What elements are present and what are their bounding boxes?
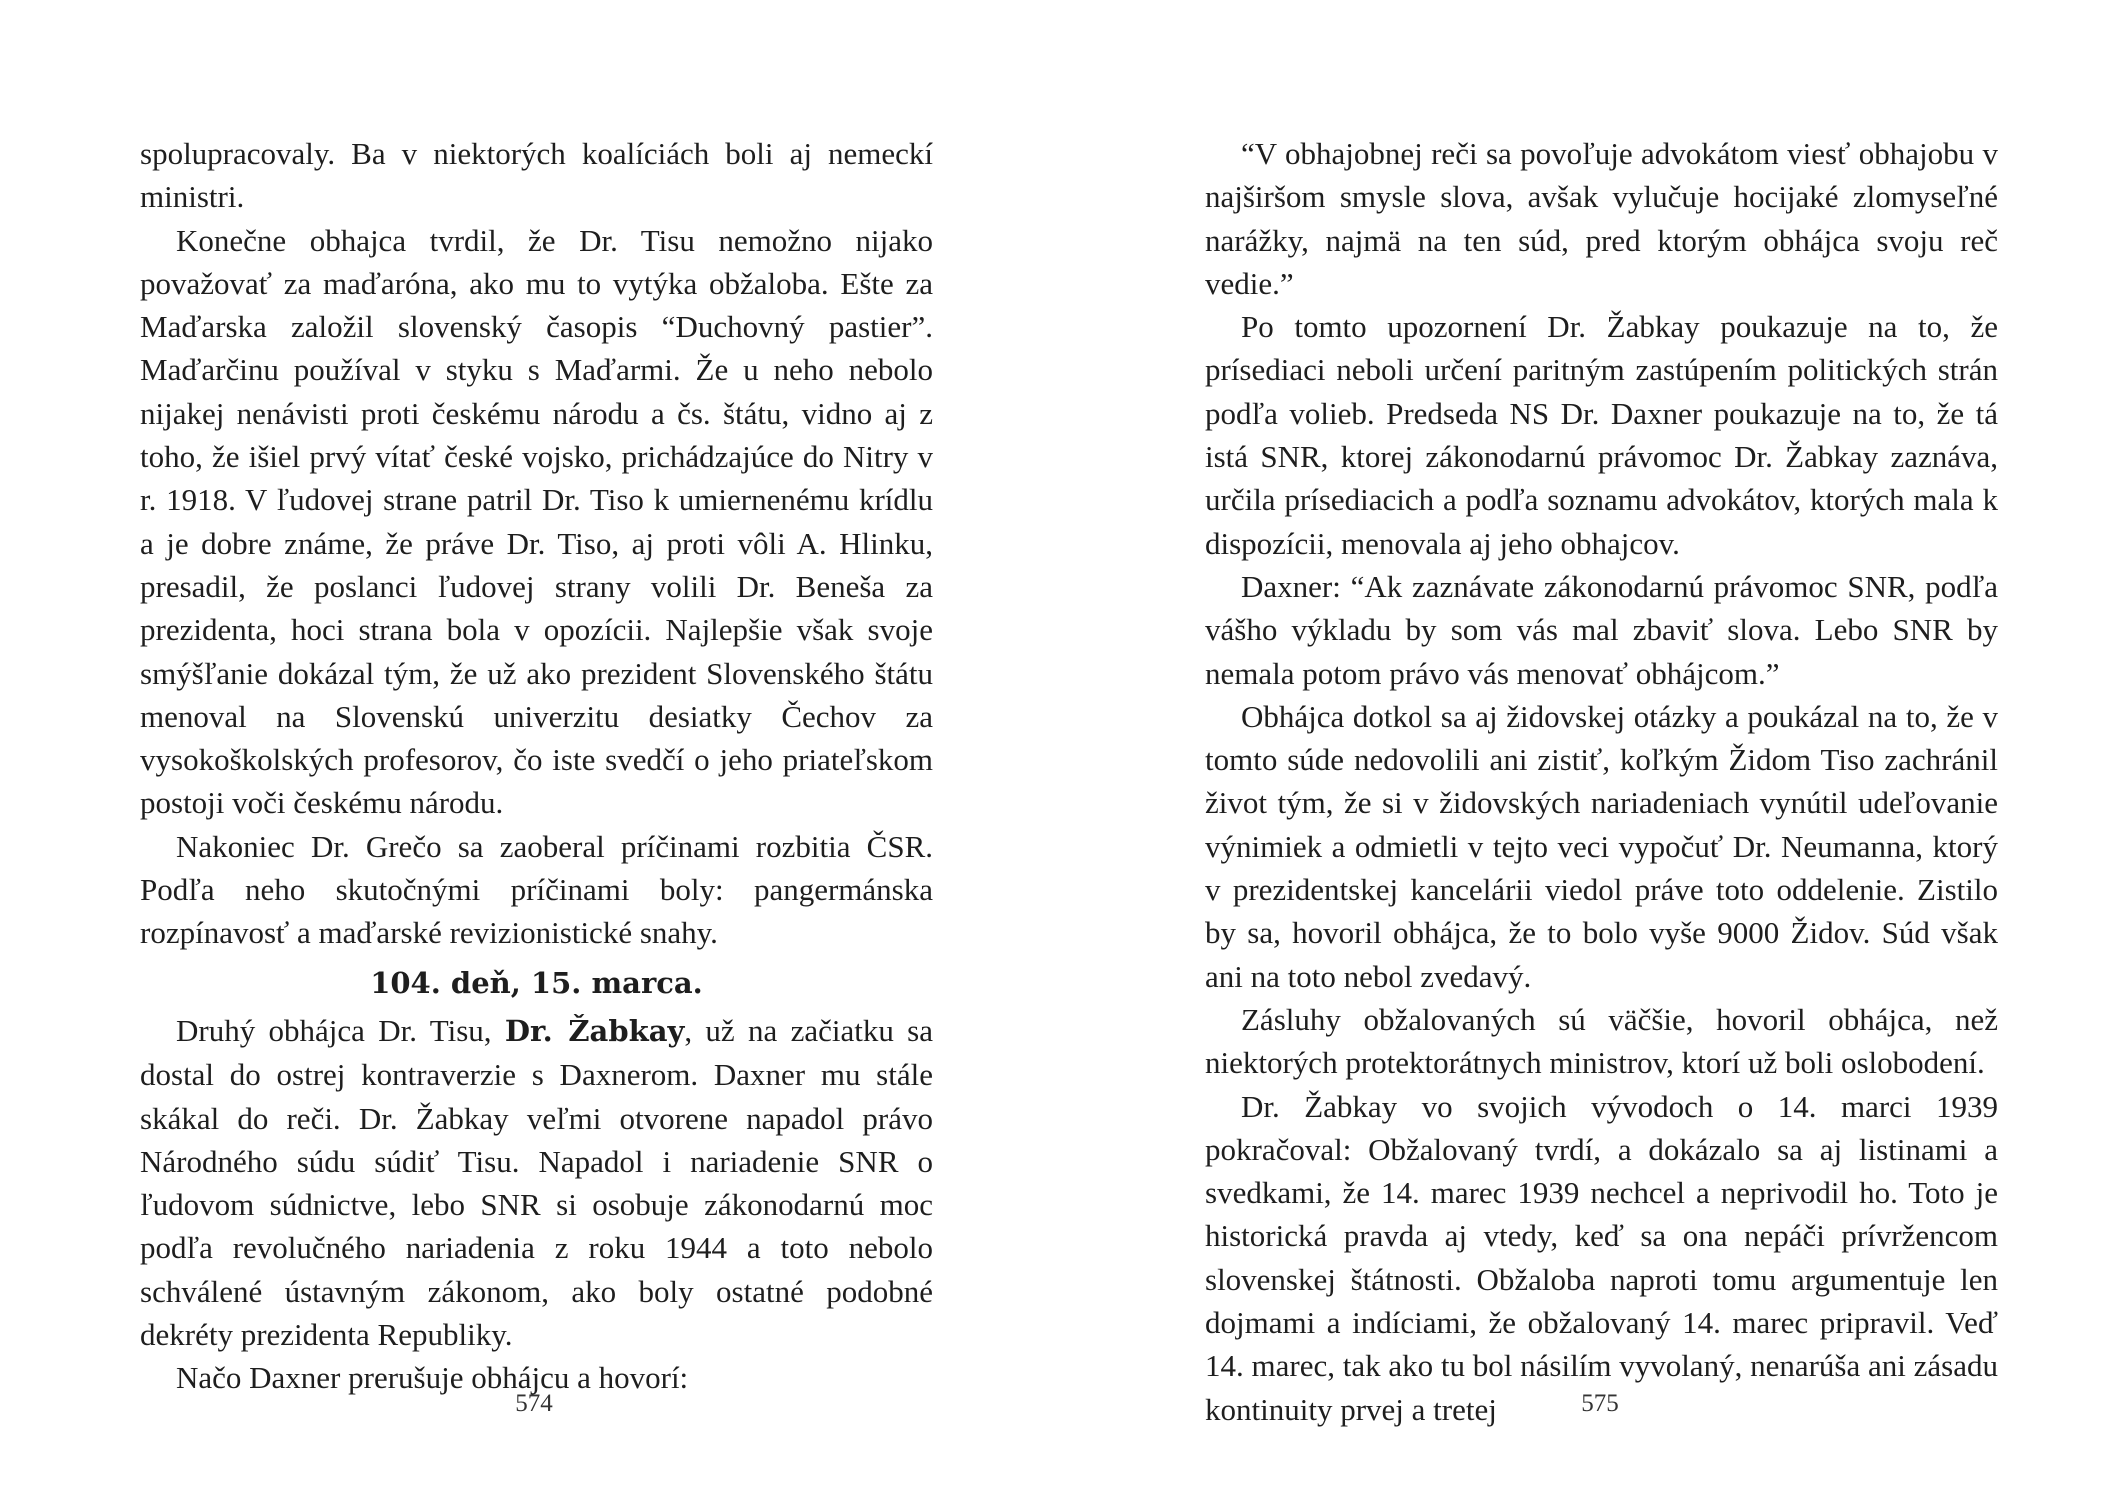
paragraph: spolupracovaly. Ba v niektorých koalíciách boli aj nemeckí ministri. bbox=[140, 136, 933, 215]
paragraph: Daxner: “Ak zaznávate zákonodarnú právomoc SNR, podľa vášho výkladu by som vás mal zbaviť slova. Lebo SNR by nemala potom právo vás menovať obhájcom.” bbox=[1205, 568, 1998, 691]
section-heading bbox=[140, 962, 933, 1005]
paragraph: Obhájca dotkol sa aj židovskej otázky a poukázal na to, že v tomto súde nedovolili ani zistiť, koľkým Židom Tiso zachránil život tým, že si v židovských nariadeniach vynútil udeľovanie výnimiek a odmietli v tejto veci vypočuť Dr. Neumanna, ktorý v prezidentskej kancelárii viedol práve toto oddelenie. Zistilo by sa, hovoril obhájca, že to bolo vyše 9000 Židov. Súd však ani na toto nebol zvedavý. bbox=[1205, 698, 1998, 994]
left-page bbox=[140, 132, 933, 1400]
paragraph: Nakoniec Dr. Grečo sa zaoberal príčinami rozbitia ČSR. Podľa neho skutočnými príčinami boly: pangermánska rozpínavosť a maďarské revizionistické snahy. bbox=[140, 828, 933, 951]
page-number-right: 575 bbox=[1581, 1390, 1619, 1417]
paragraph: Po tomto upozornení Dr. Žabkay poukazuje na to, že prísediaci neboli určení paritným zastúpením politických strán podľa volieb. Predseda NS Dr. Daxner poukazuje na to, že tá istá SNR, ktorej zákonodarnú právomoc Dr. Žabkay zaznáva, určila prísediacich a podľa soznamu advokátov, ktorých mala k dispozícii, menovala aj jeho obhajcov. bbox=[1205, 309, 1998, 561]
paragraph: Dr. Žabkay vo svojich vývodoch o 14. marci 1939 pokračoval: Obžalovaný tvrdí, a dokázalo sa aj listinami a svedkami, že 14. marec 1939 nechcel a neprivodil ho. Toto je historická pravda aj vtedy, keď sa ona nepáči prívržencom slovenskej štátnosti. Obžaloba naproti tomu argumentuje len dojmami a indíciami, že obžalovaný 14. marec pripravil. Veď 14. marec, tak ako tu bol násilím vyvolaný, nenarúša ani zásadu kontinuity prvej a tretej bbox=[1205, 1088, 1998, 1427]
paragraph-text: , už na začiatku sa dostal do ostrej kontraverzie s Daxnerom. Daxner mu stále skákal do reči. Dr. Žabkay veľmi otvorene napadol právo Národného súdu súdiť Tisu. Napadol i nariadenie SNR o ľudovom súdnictve, lebo SNR si osobuje zákonodarnú moc podľa revolučného nariadenia z roku 1944 a toto nebolo schválené ústavným zákonom, ako boly ostatné podobné dekréty prezidenta Republiky. bbox=[140, 1012, 933, 1353]
paragraph: Načo Daxner prerušuje obhájcu a hovorí: bbox=[176, 1360, 689, 1396]
paragraph: Zásluhy obžalovaných sú väčšie, hovoril obhájca, než niektorých protektorátnych ministrov, ktorí už boli oslobodení. bbox=[1205, 1001, 1998, 1081]
paragraph-text: Druhý obhájca Dr. Tisu, bbox=[176, 1012, 505, 1048]
section-heading-text: 104. deň, 15. marca. bbox=[370, 965, 703, 1000]
paragraph bbox=[140, 1009, 933, 1356]
right-page bbox=[1205, 132, 1998, 1431]
page-number-left: 574 bbox=[515, 1390, 553, 1417]
defender-name: Dr. Žabkay bbox=[504, 1013, 685, 1048]
quote-paragraph: “V obhajobnej reči sa povoľuje advokátom viesť obhajobu v najširšom smysle slova, avšak vylučuje hocijaké zlomyseľné narážky, najmä na ten súd, pred ktorým obhájca svoju reč vedie.” bbox=[1205, 136, 1998, 301]
paragraph: Konečne obhajca tvrdil, že Dr. Tisu nemožno nijako považovať za maďaróna, ako mu to vytýka obžaloba. Ešte za Maďarska založil slovenský časopis “Duchovný pastier”. Maďarčinu používal v styku s Maďarmi. Že u neho nebolo nijakej nenávisti proti českému národu a čs. štátu, vidno aj z toho, že išiel prvý vítať české vojsko, prichádzajúce do Nitry v r. 1918. V ľudovej strane patril Dr. Tiso k umiernenému krídlu a je dobre známe, že práve Dr. Tiso, aj proti vôli A. Hlinku, presadil, že poslanci ľudovej strany volili Dr. Beneša za prezidenta, hoci strana bola v opozícii. Najlepšie však svoje smýšľanie dokázal tým, že už ako prezident Slovenského štátu menoval na Slovenskú univerzitu desiatky Čechov za vysokoškolských profesorov, čo iste svedčí o jeho priateľskom postoji voči českému národu. bbox=[140, 222, 933, 821]
